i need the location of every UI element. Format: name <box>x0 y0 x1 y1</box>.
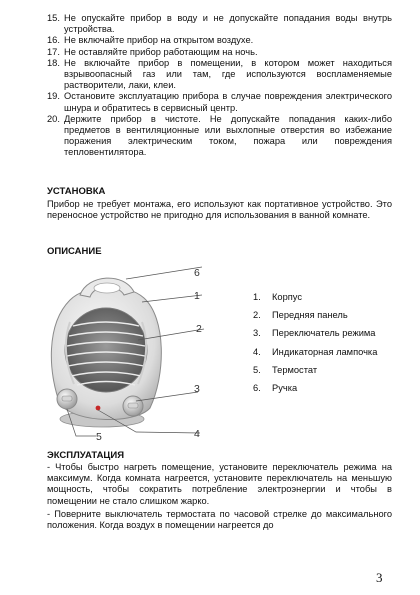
list-item <box>253 328 377 346</box>
list-item <box>253 383 377 401</box>
part-label: Передняя панель <box>272 310 348 321</box>
list-item <box>47 114 392 159</box>
part-label: Индикаторная лампочка <box>272 346 378 357</box>
item-number: 15. <box>47 13 60 23</box>
item-number: 16. <box>47 35 60 46</box>
item-text: Держите прибор в чистоте. Не допускайте попадания каких-либо предметов в вентиляционные или выхлопные отверстия во избежание поражения электрическим током, пожара или повреждения тепловентилятора. <box>64 113 392 158</box>
install-heading: УСТАНОВКА <box>47 186 106 197</box>
operation-heading: ЭКСПЛУАТАЦИЯ <box>47 450 125 461</box>
list-item <box>47 35 392 46</box>
part-number: 6. <box>253 382 261 393</box>
list-item <box>47 47 392 58</box>
page-number: 3 <box>376 570 383 585</box>
list-item <box>253 347 377 365</box>
part-label: Ручка <box>272 382 298 393</box>
description-heading: ОПИСАНИЕ <box>47 246 102 257</box>
list-item <box>47 58 392 92</box>
part-number: 4. <box>253 346 261 357</box>
part-number: 5. <box>253 364 261 375</box>
item-text: Не включайте прибор в помещении, в котором может находиться взрывоопасный газ или там, где используются воспламеняемые растворители, лаки, клеи. <box>64 57 392 91</box>
list-item <box>47 13 392 35</box>
list-item <box>253 310 377 328</box>
operation-paragraph-2: - Поверните выключатель термостата по часовой стрелке до максимального положения. Когда воздух в помещении нагреется до <box>47 509 392 531</box>
callout-6: 6 <box>194 267 200 279</box>
callout-5: 5 <box>96 431 102 442</box>
parts-list <box>253 292 377 401</box>
item-number: 17. <box>47 46 60 57</box>
callout-1: 1 <box>194 290 200 302</box>
item-number: 20. <box>47 113 60 124</box>
callout-3: 3 <box>194 383 200 395</box>
part-number: 1. <box>253 292 261 302</box>
list-item <box>47 91 392 113</box>
callout-2: 2 <box>196 323 202 335</box>
item-number: 19. <box>47 91 60 102</box>
part-label: Переключатель режима <box>272 328 376 339</box>
part-number: 3. <box>253 328 261 339</box>
operation-paragraph-1: - Чтобы быстро нагреть помещение, установите переключатель режима на максимум. Когда комната нагреется, установите переключатель на меньшую мощность, чтобы сократить потребление электроэнергии и чтобы в помещении не стало слишком жарко. <box>47 462 392 506</box>
list-item <box>253 365 377 383</box>
part-label: Корпус <box>272 292 302 302</box>
item-text: Не оставляйте прибор работающим на ночь. <box>64 46 258 57</box>
callout-4: 4 <box>194 428 200 440</box>
safety-list <box>47 13 392 159</box>
item-text: Не включайте прибор на открытом воздухе. <box>64 35 254 46</box>
item-text: Не опускайте прибор в воду и не допускайте попадания воды внутрь устройства. <box>64 13 392 35</box>
install-text: Прибор не требует монтажа, его используют как портативное устройство. Это переносное устройство не пригодно для использования в ванной комнате. <box>47 199 392 221</box>
item-text: Остановите эксплуатацию прибора в случае повреждения электрического шнура и обратитесь в сервисный центр. <box>64 91 392 113</box>
list-item <box>253 292 377 310</box>
part-label: Термостат <box>272 364 318 375</box>
heater-illustration <box>40 262 215 442</box>
item-number: 18. <box>47 57 60 68</box>
part-number: 2. <box>253 310 261 321</box>
